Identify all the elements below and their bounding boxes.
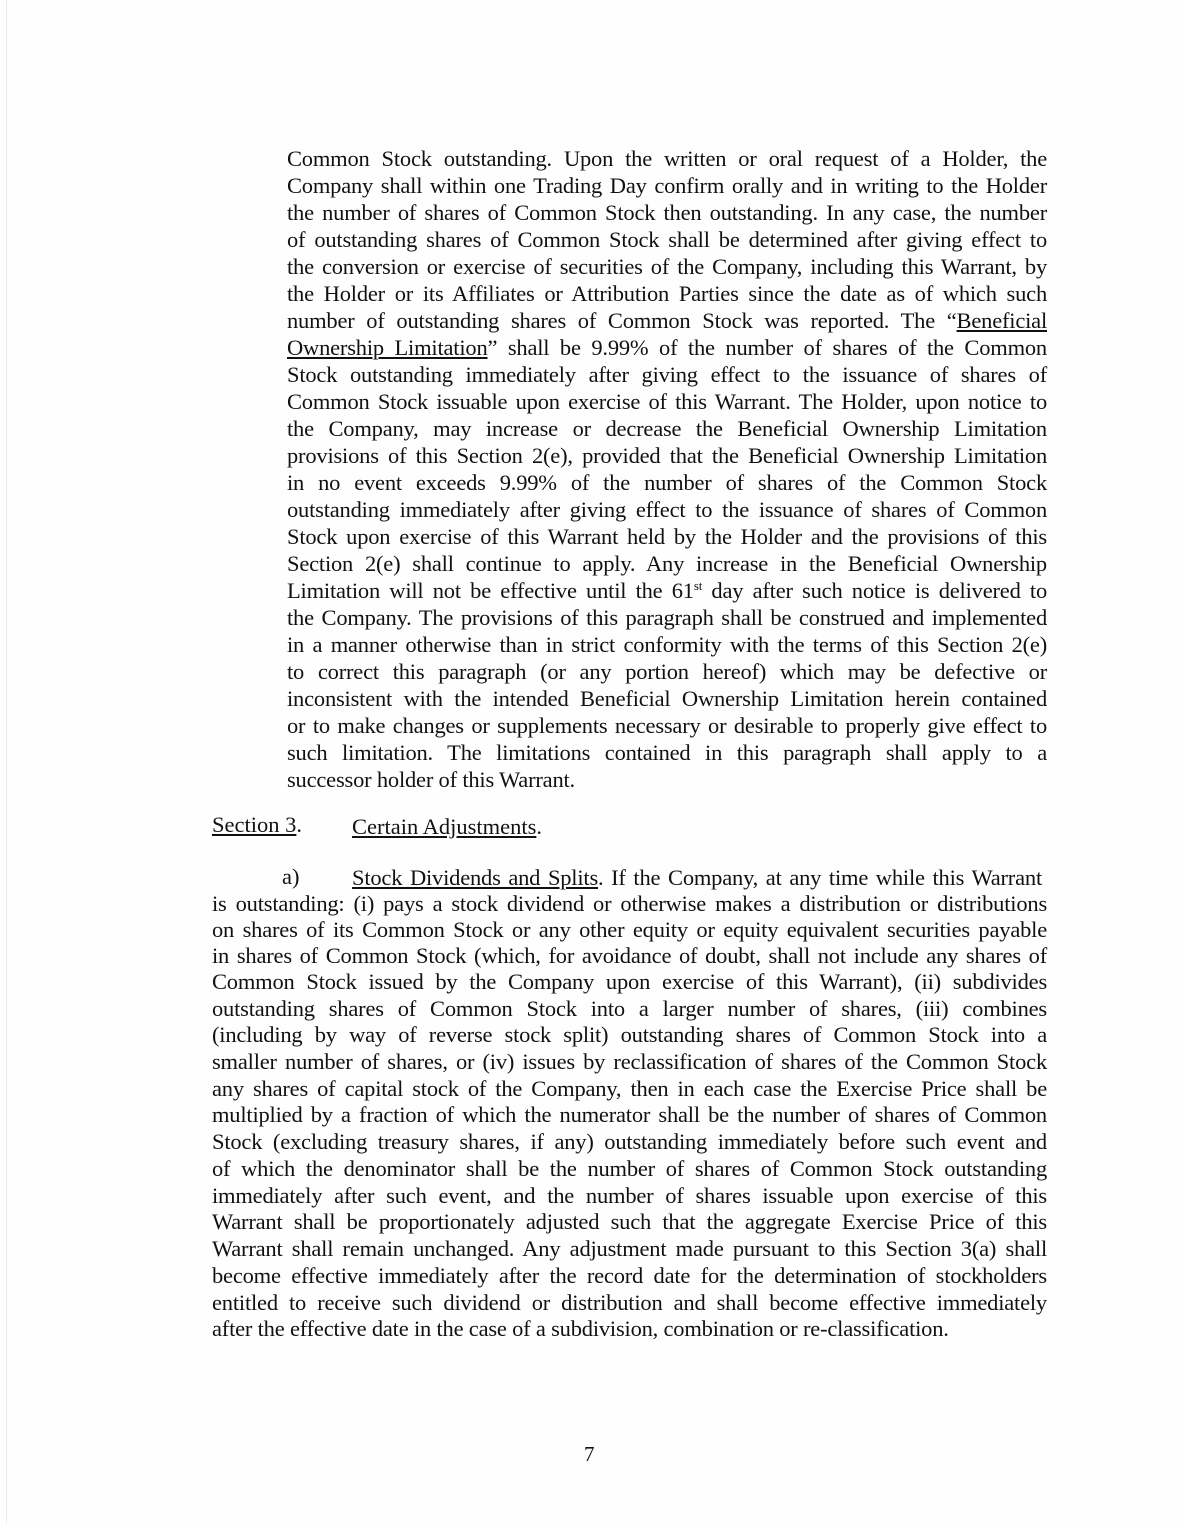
paragraph-line: in a manner otherwise than in strict conformity with the terms of this Section 2(e) [287, 632, 1047, 657]
paragraph-line: outstanding shares of Common Stock into a larger number of shares, (iii) combines [212, 996, 1047, 1021]
paragraph-line: of outstanding shares of Common Stock shall be determined after giving effect to [287, 227, 1047, 252]
paragraph-line [287, 308, 1047, 334]
paragraph-line: inconsistent with the intended Beneficial Ownership Limitation herein contained [287, 686, 1047, 711]
section-number-punct: . [296, 812, 302, 837]
paragraph-line: any shares of capital stock of the Company, then in each case the Exercise Price shall be [212, 1076, 1047, 1101]
paragraph-line: or to make changes or supplements necessary or desirable to properly give effect to [287, 713, 1047, 738]
section-number-text: Section 3 [212, 812, 297, 837]
paragraph-line: the Company, may increase or decrease the Beneficial Ownership Limitation [287, 416, 1047, 441]
paragraph-line [352, 865, 1042, 891]
ordinal-superscript: st [693, 578, 703, 593]
paragraph-line: outstanding immediately after giving effect to the issuance of shares of Common [287, 497, 1047, 522]
section-title [352, 814, 542, 840]
section-number [212, 812, 302, 838]
paragraph-line: in shares of Common Stock (which, for avoidance of doubt, shall not include any shares of [212, 943, 1047, 968]
line-text: ” shall be 9.99% of the number of shares of the Common [487, 335, 1047, 360]
paragraph-line: immediately after such event, and the number of shares issuable upon exercise of this [212, 1183, 1047, 1208]
paragraph-line: of which the denominator shall be the number of shares of Common Stock outstanding [212, 1156, 1047, 1181]
paragraph-line: smaller number of shares, or (iv) issues by reclassification of shares of the Common Stock [212, 1049, 1047, 1074]
paragraph-line: Section 2(e) shall continue to apply. Any increase in the Beneficial Ownership [287, 551, 1047, 576]
paragraph-line: Common Stock issued by the Company upon exercise of this Warrant), (ii) subdivides [212, 969, 1047, 994]
paragraph-line: the number of shares of Common Stock then outstanding. In any case, the number [287, 200, 1047, 225]
paragraph-line: the Company. The provisions of this paragraph shall be construed and implemented [287, 605, 1047, 630]
paragraph-line: Stock outstanding immediately after giving effect to the issuance of shares of [287, 362, 1047, 387]
line-text: number of outstanding shares of Common Stock was reported. The “ [287, 308, 957, 333]
paragraph-line: to correct this paragraph (or any portion hereof) which may be defective or [287, 659, 1047, 684]
paragraph-line: successor holder of this Warrant. [287, 767, 575, 792]
section-title-text: Certain Adjustments [352, 814, 537, 839]
paragraph-line: Stock (excluding treasury shares, if any) outstanding immediately before such event and [212, 1129, 1047, 1154]
line-text: . If the Company, at any time while this Warrant [598, 865, 1042, 890]
paragraph-line: Warrant shall be proportionately adjusted such that the aggregate Exercise Price of this [212, 1209, 1047, 1234]
paragraph-line: become effective immediately after the record date for the determination of stockholders [212, 1263, 1047, 1288]
paragraph-line: after the effective date in the case of a subdivision, combination or re-classification. [212, 1316, 949, 1341]
section-title-punct: . [536, 814, 542, 839]
paragraph-line: Stock upon exercise of this Warrant held by the Holder and the provisions of this [287, 524, 1047, 549]
line-text: day after such notice is delivered to [702, 578, 1047, 603]
paragraph-line: Company shall within one Trading Day confirm orally and in writing to the Holder [287, 173, 1047, 198]
defined-term-beneficial: Beneficial [956, 308, 1047, 333]
paragraph-line: such limitation. The limitations contained in this paragraph shall apply to a [287, 740, 1047, 765]
scan-edge-artifact [6, 0, 7, 1524]
paragraph-line: multiplied by a fraction of which the numerator shall be the number of shares of Common [212, 1102, 1047, 1127]
paragraph-line: Warrant shall remain unchanged. Any adjustment made pursuant to this Section 3(a) shall [212, 1236, 1047, 1261]
paragraph-line: provisions of this Section 2(e), provided that the Beneficial Ownership Limitation [287, 443, 1047, 468]
paragraph-line [287, 578, 1047, 604]
page-number: 7 [584, 1442, 595, 1466]
paragraph-line: the Holder or its Affiliates or Attribution Parties since the date as of which such [287, 281, 1047, 306]
paragraph-line: in no event exceeds 9.99% of the number of shares of the Common Stock [287, 470, 1047, 495]
paragraph-line: entitled to receive such dividend or distribution and shall become effective immediately [212, 1290, 1047, 1315]
paragraph-line: the conversion or exercise of securities of the Company, including this Warrant, by [287, 254, 1047, 279]
subsection-title: Stock Dividends and Splits [352, 865, 599, 890]
paragraph-line: (including by way of reverse stock split) outstanding shares of Common Stock into a [212, 1022, 1047, 1047]
paragraph-line [287, 335, 1047, 361]
paragraph-line: on shares of its Common Stock or any other equity or equity equivalent securities payable [212, 917, 1047, 942]
line-text: Limitation will not be effective until the 61 [287, 578, 694, 603]
paragraph-line: Common Stock outstanding. Upon the written or oral request of a Holder, the [287, 146, 1047, 171]
paragraph-line: Common Stock issuable upon exercise of this Warrant. The Holder, upon notice to [287, 389, 1047, 414]
paragraph-line: is outstanding: (i) pays a stock dividend or otherwise makes a distribution or distributions [212, 891, 1047, 916]
defined-term-ownership-limitation: Ownership Limitation [287, 335, 488, 360]
subsection-label: a) [282, 864, 300, 889]
